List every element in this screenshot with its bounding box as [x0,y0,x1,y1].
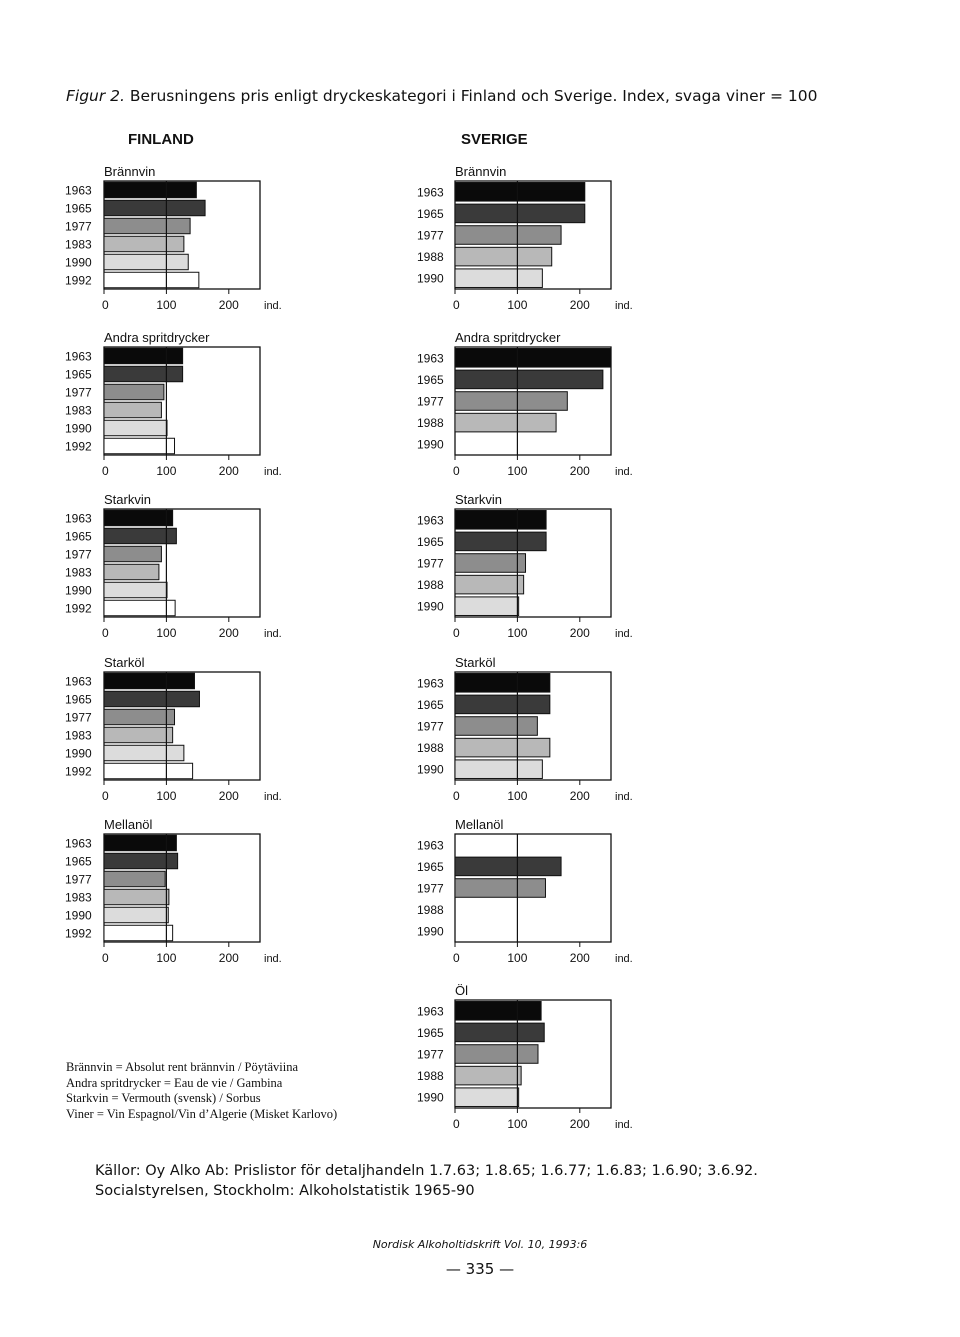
year-label: 1963 [417,351,444,366]
legend-line: Brännvin = Absolut rent brännvin / Pöytäviina [66,1060,299,1074]
year-label: 1965 [65,854,92,869]
x-tick-label: 200 [569,1117,590,1131]
x-tick-label: 100 [156,626,177,640]
year-label: 1965 [65,367,92,382]
year-label: 1977 [417,228,444,243]
bar-1965 [104,528,176,543]
x-unit-label: ind. [264,791,282,803]
year-label: 1977 [65,710,92,725]
x-tick-label: 200 [569,789,590,803]
chart-title: Öl [455,983,468,998]
bar-1992 [104,272,199,287]
x-tick-label: 0 [453,464,460,478]
year-label: 1983 [65,890,92,905]
year-label: 1963 [65,183,92,198]
bar-1992 [104,600,175,615]
bar-1977 [104,546,161,561]
x-tick-label: 200 [218,298,239,312]
bar-1990 [104,745,184,760]
bar-1963 [104,182,196,197]
country-heading-sverige: SVERIGE [461,131,528,148]
year-label: 1965 [417,372,444,387]
x-tick-label: 0 [102,951,109,965]
chart-title: Mellanöl [455,817,504,832]
bar-1963 [455,1002,541,1021]
x-unit-label: ind. [264,300,282,312]
x-tick-label: 200 [569,626,590,640]
year-label: 1992 [65,439,92,454]
bar-1990 [455,1088,519,1107]
legend-line: Starkvin = Vermouth (svensk) / Sorbus [66,1091,261,1105]
sources-line-2: Socialstyrelsen, Stockholm: Alkoholstatistik 1965-90 [95,1183,475,1199]
year-label: 1965 [65,201,92,216]
sources [95,1161,758,1201]
year-label: 1983 [65,237,92,252]
bar-1988 [455,247,552,266]
x-tick-label: 200 [569,464,590,478]
bar-1965 [104,366,183,381]
x-tick-label: 0 [102,464,109,478]
x-tick-label: 0 [453,951,460,965]
year-label: 1963 [417,838,444,853]
bar-1990 [455,597,519,616]
bar-1977 [455,879,545,898]
x-tick-label: 0 [102,298,109,312]
bar-1977 [455,392,567,411]
bar-1963 [104,835,176,850]
year-label: 1965 [417,859,444,874]
bar-1992 [104,438,175,453]
bar-1990 [104,582,167,597]
x-unit-label: ind. [615,300,633,312]
bar-1983 [104,236,184,251]
year-label: 1963 [417,1004,444,1019]
year-label: 1977 [65,547,92,562]
bar-1990 [104,254,188,269]
year-label: 1988 [417,416,444,431]
country-heading-finland: FINLAND [128,131,194,148]
x-tick-label: 200 [569,951,590,965]
x-tick-label: 0 [453,1117,460,1131]
year-label: 1988 [417,1069,444,1084]
bar-1983 [104,889,169,904]
bar-1963 [455,183,585,202]
bar-1988 [455,413,556,432]
x-unit-label: ind. [264,953,282,965]
figure-caption-text: Berusningens pris enligt dryckeskategori i Finland och Sverige. Index, svaga viner = 100 [129,87,818,105]
x-tick-label: 100 [156,464,177,478]
year-label: 1977 [417,556,444,571]
x-unit-label: ind. [264,466,282,478]
year-label: 1965 [65,692,92,707]
bar-1992 [104,925,173,940]
chart-title: Andra spritdrycker [455,330,561,345]
year-label: 1990 [65,583,92,598]
x-tick-label: 100 [156,951,177,965]
bar-1990 [104,907,168,922]
year-label: 1965 [65,529,92,544]
x-tick-label: 0 [453,298,460,312]
year-label: 1983 [65,565,92,580]
bar-1963 [455,349,611,368]
x-tick-label: 200 [218,951,239,965]
x-tick-label: 100 [507,464,528,478]
x-unit-label: ind. [615,628,633,640]
year-label: 1988 [417,578,444,593]
x-unit-label: ind. [264,628,282,640]
bar-1965 [455,695,550,714]
bar-1965 [104,200,205,215]
chart-title: Starköl [104,655,145,670]
x-tick-label: 100 [507,951,528,965]
x-tick-label: 100 [156,789,177,803]
bar-1963 [104,673,194,688]
bar-1988 [455,1066,521,1085]
bar-1977 [455,554,526,573]
chart-title: Starköl [455,655,496,670]
year-label: 1990 [417,271,444,286]
bar-1977 [455,226,561,245]
bar-1965 [455,532,546,551]
bar-1977 [104,709,175,724]
x-tick-label: 200 [218,626,239,640]
bar-1965 [104,691,199,706]
x-unit-label: ind. [615,953,633,965]
year-label: 1963 [65,674,92,689]
x-tick-label: 100 [507,789,528,803]
year-label: 1977 [417,394,444,409]
x-tick-label: 100 [507,298,528,312]
year-label: 1990 [65,421,92,436]
bar-1990 [104,420,167,435]
bar-1963 [104,510,173,525]
x-tick-label: 100 [507,1117,528,1131]
bar-1977 [104,218,190,233]
year-label: 1963 [417,676,444,691]
bar-1983 [104,727,173,742]
year-label: 1963 [65,836,92,851]
year-label: 1963 [417,185,444,200]
journal-footer: Nordisk Alkoholtidskrift Vol. 10, 1993:6 [372,1238,588,1251]
bar-1977 [104,871,165,886]
x-tick-label: 200 [218,464,239,478]
sources-line-1: Källor: Oy Alko Ab: Prislistor för detaljhandeln 1.7.63; 1.8.65; 1.6.77; 1.6.83; 1.6.90; 3.6.92. [95,1163,758,1179]
page-number: — 335 — [445,1260,515,1278]
chart-title: Starkvin [104,492,151,507]
year-label: 1990 [417,1090,444,1105]
x-unit-label: ind. [615,1119,633,1131]
year-label: 1988 [417,741,444,756]
x-tick-label: 0 [102,626,109,640]
legend-line: Viner = Vin Espagnol/Vin d’Algerie (Misket Karlovo) [66,1106,338,1121]
year-label: 1977 [65,385,92,400]
x-tick-label: 0 [453,626,460,640]
bar-1977 [455,717,537,736]
bar-1963 [455,674,550,693]
year-label: 1990 [65,746,92,761]
x-unit-label: ind. [615,466,633,478]
bar-1983 [104,564,159,579]
year-label: 1977 [417,719,444,734]
legend-line: Andra spritdrycker = Eau de vie / Gambina [66,1075,283,1090]
year-label: 1977 [65,219,92,234]
year-label: 1963 [417,513,444,528]
x-tick-label: 100 [507,626,528,640]
definitions-legend [66,1060,337,1122]
year-label: 1990 [417,437,444,452]
x-tick-label: 0 [102,789,109,803]
year-label: 1990 [417,762,444,777]
x-tick-label: 100 [156,298,177,312]
x-unit-label: ind. [615,791,633,803]
bar-1992 [104,763,193,778]
year-label: 1977 [417,881,444,896]
year-label: 1983 [65,728,92,743]
year-label: 1965 [417,534,444,549]
bar-1965 [455,1023,544,1042]
chart-title: Brännvin [104,164,156,179]
bar-1983 [104,402,161,417]
chart-title: Mellanöl [104,817,153,832]
bar-1990 [455,760,542,779]
year-label: 1983 [65,403,92,418]
year-label: 1965 [417,206,444,221]
year-label: 1965 [417,1025,444,1040]
x-tick-label: 200 [569,298,590,312]
chart-title: Brännvin [455,164,507,179]
bar-1977 [104,384,164,399]
bar-1990 [455,269,542,288]
chart-title: Starkvin [455,492,502,507]
year-label: 1990 [65,255,92,270]
bar-1965 [455,204,585,223]
bar-1965 [455,857,561,876]
bar-1977 [455,1045,538,1064]
year-label: 1990 [417,924,444,939]
year-label: 1977 [417,1047,444,1062]
bar-1988 [455,738,550,757]
x-tick-label: 200 [218,789,239,803]
year-label: 1965 [417,697,444,712]
year-label: 1963 [65,349,92,364]
year-label: 1990 [417,599,444,614]
bar-1988 [455,575,524,594]
year-label: 1963 [65,511,92,526]
bar-1965 [455,370,603,389]
chart-title: Andra spritdrycker [104,330,210,345]
bar-1963 [455,511,546,530]
bar-1963 [104,348,183,363]
year-label: 1992 [65,601,92,616]
x-tick-label: 0 [453,789,460,803]
year-label: 1977 [65,872,92,887]
year-label: 1992 [65,273,92,288]
year-label: 1988 [417,903,444,918]
year-label: 1988 [417,250,444,265]
year-label: 1992 [65,764,92,779]
year-label: 1992 [65,926,92,941]
year-label: 1990 [65,908,92,923]
figure-label: Figur 2. [66,87,125,105]
